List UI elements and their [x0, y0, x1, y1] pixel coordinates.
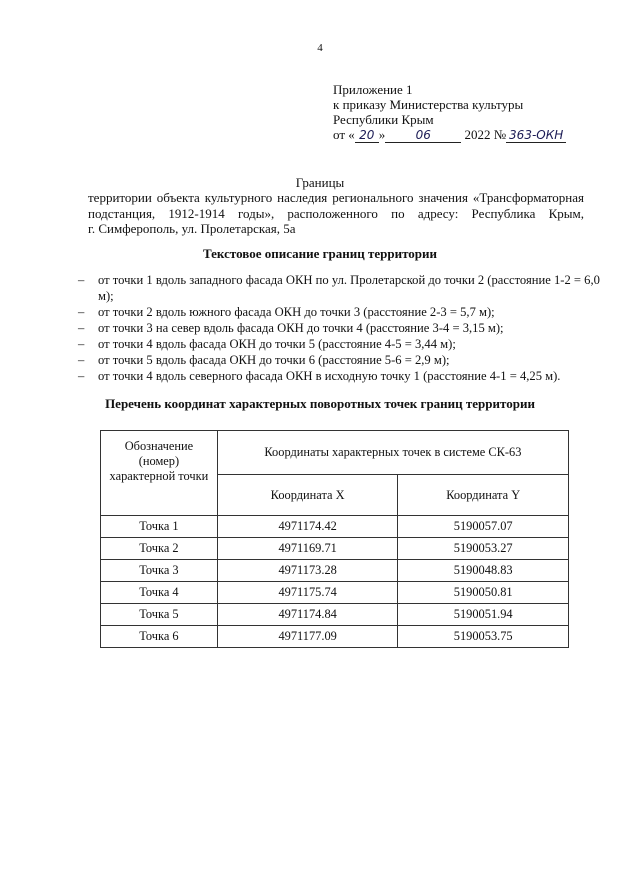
order-number-field: [506, 128, 566, 143]
table-header-row: [101, 431, 569, 475]
point-label-cell: Точка 2: [101, 538, 218, 560]
point-label-cell: Точка 1: [101, 516, 218, 538]
point-label-header: Обозначение (номер) характерной точки: [101, 431, 218, 516]
y-coordinate-cell: 5190053.27: [398, 538, 569, 560]
date-year-label: 2022 №: [464, 127, 507, 142]
x-coordinate-cell: 4971169.71: [217, 538, 398, 560]
point-label-cell: Точка 6: [101, 626, 218, 648]
list-item: [78, 304, 600, 320]
x-coordinate-cell: 4971177.09: [217, 626, 398, 648]
date-prefix: от «: [333, 127, 355, 142]
dash-bullet: –: [78, 273, 85, 287]
list-item: [78, 352, 600, 368]
list-item: [78, 336, 600, 352]
coordinates-table: [100, 430, 569, 648]
y-coordinate-header: Координата Y: [398, 475, 569, 516]
dash-bullet: –: [78, 321, 85, 335]
list-item-text: от точки 2 вдоль южного фасада ОКН до точки 3 (расстояние 2-3 = 5,7 м);: [98, 305, 495, 319]
date-day-handwritten: 20: [359, 128, 375, 142]
date-day-field: [355, 128, 379, 143]
page-number: 4: [317, 42, 323, 54]
y-coordinate-cell: 5190051.94: [398, 604, 569, 626]
x-coordinate-cell: 4971174.42: [217, 516, 398, 538]
table-row: [101, 582, 569, 604]
list-item-text: от точки 4 вдоль северного фасада ОКН в исходную точку 1 (расстояние 4-1 = 4,25 м).: [98, 369, 561, 383]
dash-bullet: –: [78, 353, 85, 367]
point-label-cell: Точка 3: [101, 560, 218, 582]
subtitle-line-3: г. Симферополь, ул. Пролетарская, 5а: [88, 221, 296, 236]
y-coordinate-cell: 5190050.81: [398, 582, 569, 604]
annex-date-line: [333, 127, 566, 143]
list-item-text: от точки 4 вдоль фасада ОКН до точки 5 (расстояние 4-5 = 3,44 м);: [98, 337, 456, 351]
document-subtitle: [88, 190, 584, 237]
date-month-field: [385, 128, 461, 143]
list-item: [78, 272, 600, 304]
list-item-text: от точки 1 вдоль западного фасада ОКН по ул. Пролетарской до точки 2 (расстояние 1-2 = 6,0 м);: [98, 273, 600, 303]
date-close-quote: »: [378, 127, 386, 142]
list-item: [78, 368, 600, 384]
table-row: [101, 626, 569, 648]
annex-region: Республики Крым: [333, 112, 434, 127]
x-coordinate-cell: 4971173.28: [217, 560, 398, 582]
annex-title: Приложение 1: [333, 82, 413, 97]
x-coordinate-cell: 4971174.84: [217, 604, 398, 626]
point-label-cell: Точка 4: [101, 582, 218, 604]
dash-bullet: –: [78, 305, 85, 319]
document-title: Границы: [295, 175, 345, 190]
x-coordinate-header: Координата X: [217, 475, 398, 516]
description-heading: Текстовое описание границ территории: [202, 246, 438, 261]
x-coordinate-cell: 4971175.74: [217, 582, 398, 604]
subtitle-line-2: подстанция, 1912-1914 годы», расположенного по адресу: Республика Крым,: [88, 205, 584, 221]
y-coordinate-cell: 5190053.75: [398, 626, 569, 648]
annex-order-ref: к приказу Министерства культуры: [333, 97, 524, 112]
y-coordinate-cell: 5190048.83: [398, 560, 569, 582]
table-heading: Перечень координат характерных поворотных точек границ территории: [105, 396, 535, 411]
point-label-cell: Точка 5: [101, 604, 218, 626]
table-row: [101, 538, 569, 560]
coordinates-system-header: Координаты характерных точек в системе СК-63: [217, 431, 568, 475]
list-item-text: от точки 3 на север вдоль фасада ОКН до точки 4 (расстояние 3-4 = 3,15 м);: [98, 321, 504, 335]
table-row: [101, 560, 569, 582]
dash-bullet: –: [78, 337, 85, 351]
y-coordinate-cell: 5190057.07: [398, 516, 569, 538]
list-item-text: от точки 5 вдоль фасада ОКН до точки 6 (расстояние 5-6 = 2,9 м);: [98, 353, 450, 367]
annex-block: [333, 82, 566, 143]
table-row: [101, 516, 569, 538]
date-month-handwritten: 06: [415, 128, 431, 142]
subtitle-line-1: территории объекта культурного наследия регионального значения «Трансформаторная: [88, 190, 584, 205]
dash-bullet: –: [78, 369, 85, 383]
list-item: [78, 320, 600, 336]
order-number-handwritten: 363-ОКН: [509, 128, 564, 142]
table-row: [101, 604, 569, 626]
boundary-description-list: [78, 272, 600, 384]
